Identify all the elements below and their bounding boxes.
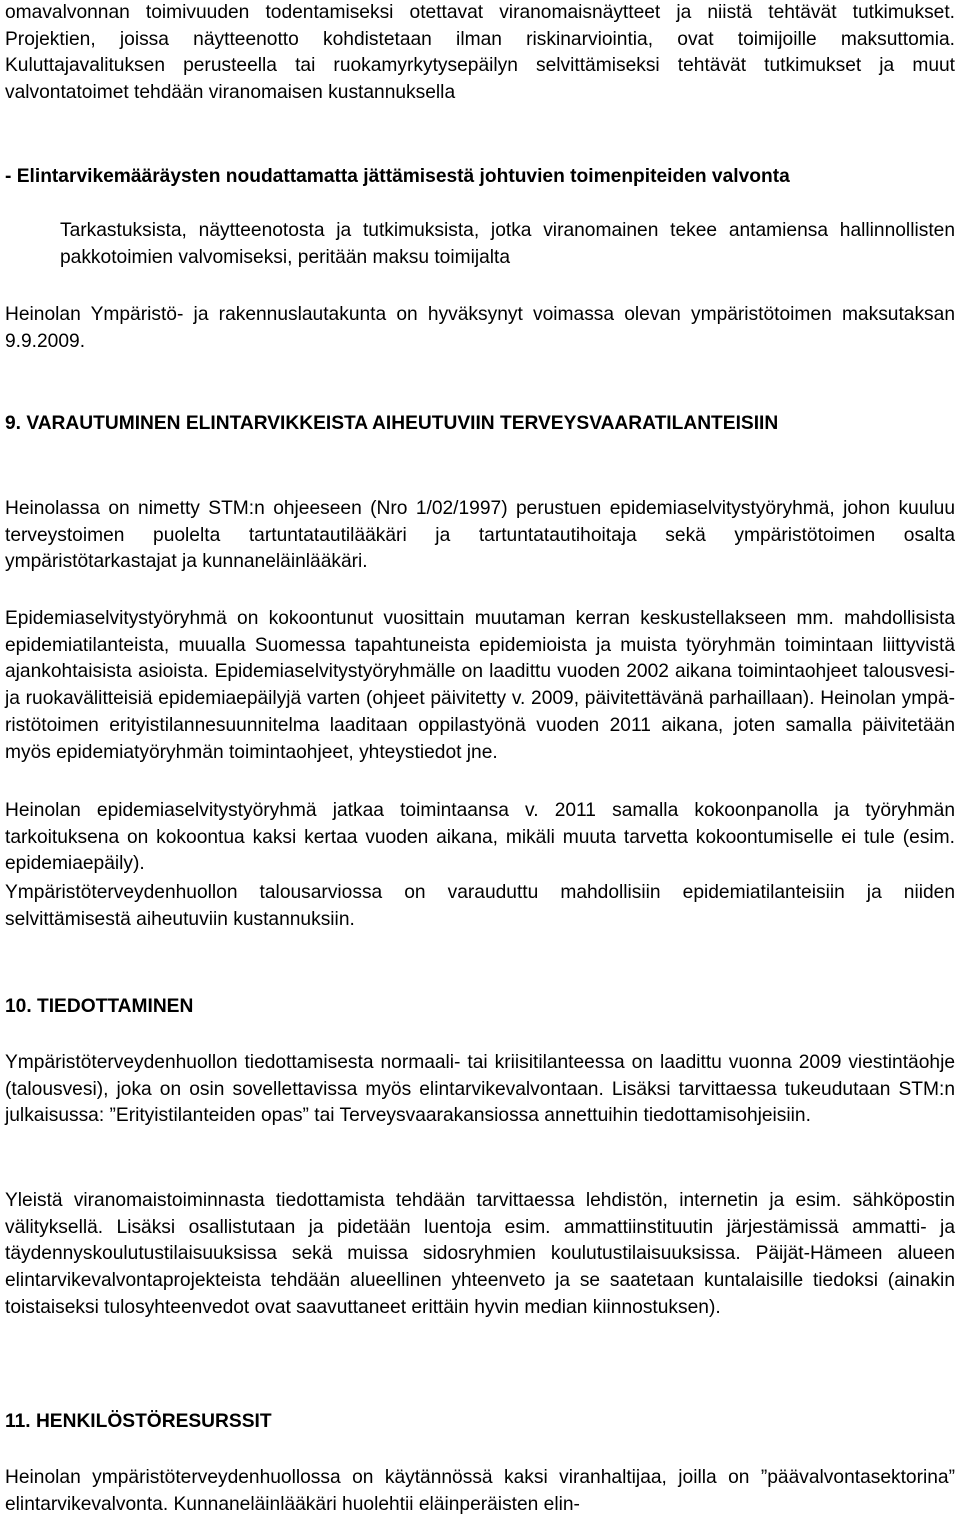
- section-9-heading: 9. VARAUTUMINEN ELINTARVIKKEISTA AIHEUTUVIIN TERVEYSVAARATILANTEISIIN: [5, 413, 779, 434]
- item-dash: -: [5, 166, 17, 187]
- section-9-paragraph-4: Ympäristöterveydenhuollon talousarviossa on varauduttu mahdollisiin epidemiatilanteisiin ja niiden selvittämisestä aiheutuviin kustannuksiin.: [5, 882, 955, 930]
- section-9-paragraph-3: Heinolan epidemiaselvitystyöryhmä jatkaa toimintaansa v. 2011 samalla kokoonpanolla ja työryhmän tarkoituksena on kokoontua kaksi kertaa vuoden aikana, mikäli muuta tarvetta kokoontumiselle ei tule (esim. epidemiaepäily).: [5, 800, 955, 875]
- item-paragraph: Tarkastuksista, näytteenotosta ja tutkimuksista, jotka viranomainen tekee antamiensa hallinnollisten pakkotoimien valvomiseksi, peritään maksu toimijalta: [60, 220, 955, 268]
- section-11-paragraph-1: Heinolan ympäristöterveydenhuollossa on käytännössä kaksi viranhaltijaa, joilla on ”päävalvontasektorina” elintarvikevalvonta. Kunnaneläinlääkäri huolehtii eläinperäisten elin-: [5, 1467, 955, 1515]
- section-11-heading: 11. HENKILÖSTÖRESURSSIT: [5, 1411, 272, 1432]
- section-9-paragraph-1: Heinolassa on nimetty STM:n ohjeeseen (Nro 1/02/1997) perustuen epidemiaselvitystyöryhmä, johon kuuluu terveystoimen puolelta tartuntatautilääkäri ja tartuntatautihoitaja sekä ympäristötoimen osalta ympäristötarkastajat ja kunnaneläinlääkäri.: [5, 498, 955, 573]
- section-10-paragraph-2: Yleistä viranomaistoiminnasta tiedottamista tehdään tarvittaessa lehdistön, internetin ja esim. sähköpostin välityksellä. Lisäksi osallistutaan ja pidetään luentoja esim. ammattiinstituutin järjestämissä ammatti- ja täydennyskoulutustilaisuuksissa sekä muissa sidosryhmien koulutustilaisuuksissa. Päijät-Hämeen alueen elintarvikevalvontaprojekteista tehdään alueellinen yhteenveto ja se saatetaan kuntalaisille tiedoksi (ainakin toistaiseksi tulosyhteenvedot ovat saavuttaneet erittäin hyvin median kiinnostuksen).: [5, 1190, 955, 1318]
- section-10-heading: 10. TIEDOTTAMINEN: [5, 996, 194, 1017]
- item-heading-text: Elintarvikemääräysten noudattamatta jättämisestä johtuvien toimenpiteiden valvonta: [16, 166, 790, 187]
- heinola-paragraph: Heinolan Ympäristö- ja rakennuslautakunta on hyväksynyt voimassa olevan ympäristötoimen maksutaksan 9.9.2009.: [5, 304, 955, 352]
- item-heading: [5, 164, 955, 191]
- section-10-paragraph-1: Ympäristöterveydenhuollon tiedottamisesta normaali- tai kriisitilanteessa on laadittu vuonna 2009 viestintäohje (talousvesi), joka on osin sovellettavissa myös elintarvikevalvontaan. Lisäksi tarvittaessa tukeudutaan STM:n julkaisussa: ”Erityistilanteiden opas” tai Terveysvaarakansiossa annettuihin tiedottamisohjeisiin.: [5, 1052, 955, 1127]
- section-9-paragraph-2: Epidemiaselvitystyöryhmä on kokoontunut vuosittain muutaman kerran keskustellakseen mm. mahdollisista epidemiatilanteista, muualla Suomessa tapahtuneista epidemioista ja muista työryhmän toimintaan liittyvistä ajankohtaisista asioista. Epidemiaselvitystyöryhmälle on laadittu vuoden 2002 aikana toimintaohjeet talousvesi- ja ruokavälitteisiä epidemiaepäilyjä varten (ohjeet päivitetty v. 2009, päivitettävänä parhaillaan). Heinolan ympäristötoimen erityistilannesuunnitelma laaditaan oppilastyönä vuoden 2011 aikana, joten samalla päivitetään myös epidemiatyöryhmän toimintaohjeet, yhteystiedot jne.: [5, 608, 955, 763]
- intro-paragraph: omavalvonnan toimivuuden todentamiseksi otettavat viranomaisnäytteet ja niistä tehtävät tutkimukset. Projektien, joissa näytteenotto kohdistetaan ilman riskinarviointia, ovat toimijoille maksuttomia. Kuluttajavalituksen perusteella tai ruokamyrkytysepäilyn selvittämiseksi tehtävät tutkimukset ja muut valvontatoimet tehdään viranomaisen kustannuksella: [5, 2, 955, 104]
